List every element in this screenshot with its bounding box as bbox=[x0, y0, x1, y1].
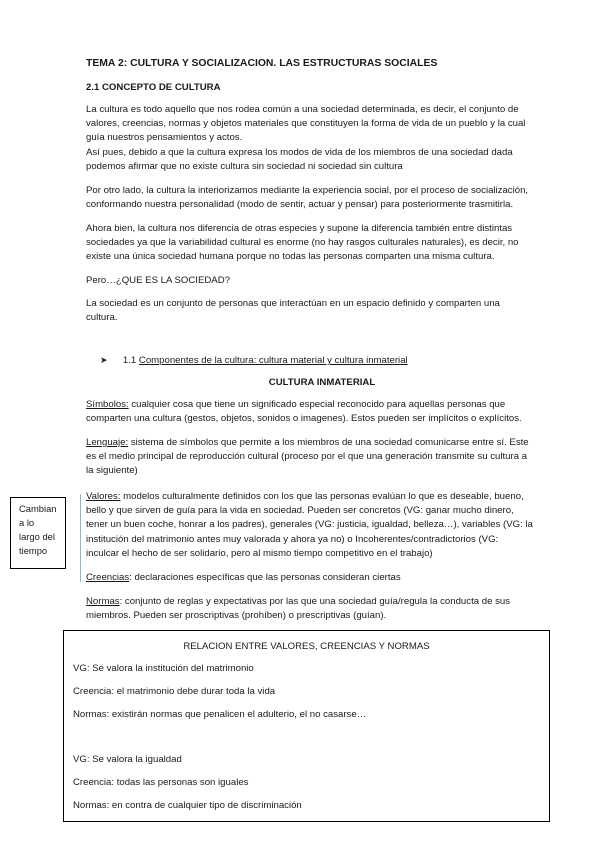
term-simbolos bbox=[86, 398, 558, 426]
text-line: sistema de símbolos que permite a los miembros de una sociedad comunicarse entre sí. Este bbox=[128, 437, 529, 448]
text-line: existe una única sociedad humana porque no todas las personas comparten una misma cultura. bbox=[86, 251, 495, 263]
paragraph-pero: Pero…¿QUE ES LA SOCIEDAD? bbox=[86, 275, 230, 286]
term-label: Normas bbox=[86, 596, 120, 607]
side-note-line: a lo bbox=[19, 517, 35, 528]
subsection-number: 1.1 bbox=[122, 355, 137, 366]
relation-box bbox=[63, 630, 550, 822]
side-note-line: tiempo bbox=[19, 545, 48, 556]
relation-line: Creencia: el matrimonio debe durar toda la vida bbox=[73, 686, 276, 697]
text-line: bello y que sirven de guía para la vida en sociedad. Pueden ser concretos (VG: ganar mucho dinero, bbox=[86, 505, 514, 517]
text-line: miembros. Pueden ser proscriptivas (prohíben) o prescriptivas (guían). bbox=[86, 610, 387, 622]
term-creencias bbox=[86, 571, 558, 585]
subsection-heading bbox=[100, 354, 560, 368]
text-line: valores, creencias, normas y objetos materiales que constituyen la forma de vida de un pueblo y la cual bbox=[86, 118, 526, 130]
section-heading: 2.1 CONCEPTO DE CULTURA bbox=[86, 82, 221, 93]
paragraph-otro-lado bbox=[86, 184, 558, 212]
paragraph-asi-pues bbox=[86, 146, 558, 174]
text-line: Por otro lado, la cultura la interiorizamos mediante la experiencia social, por el proceso de socialización, bbox=[86, 185, 529, 196]
side-note-box bbox=[10, 497, 66, 569]
text-line: : declaraciones específicas que las personas consideran ciertas bbox=[129, 572, 401, 583]
relation-line: Normas: existirán normas que penalicen el adulterio, el no casarse… bbox=[73, 709, 367, 720]
text-line: inculcar el hecho de ser solidario, pero al mismo tiempo competitivo en el trabajo) bbox=[86, 547, 433, 559]
relation-line: VG: Se valora la igualdad bbox=[73, 754, 182, 765]
text-line: : conjunto de reglas y expectativas por las que una sociedad guía/regula la conducta de sus bbox=[119, 596, 510, 607]
bracket-divider bbox=[80, 494, 85, 582]
subsection-title: Componentes de la cultura: cultura material y cultura inmaterial bbox=[138, 355, 408, 366]
relation-line: VG: Se valora la institución del matrimonio bbox=[73, 663, 254, 674]
text-line: modelos culturalmente definidos con los que las personas evalúan lo que es deseable, bueno, bbox=[120, 491, 524, 502]
text-line: cualquier cosa que tiene un significado especial reconocido para aquellas personas que bbox=[128, 399, 506, 410]
inmaterial-heading: CULTURA INMATERIAL bbox=[268, 377, 376, 388]
bullet-arrow-icon: ➤ bbox=[100, 356, 108, 366]
paragraph-ahora-bien bbox=[86, 222, 558, 265]
text-line: la siguiente) bbox=[86, 465, 138, 477]
page-title: TEMA 2: CULTURA Y SOCIALIZACION. LAS ESTRUCTURAS SOCIALES bbox=[86, 58, 438, 69]
relation-line: Creencia: todas las personas son iguales bbox=[73, 777, 249, 788]
term-lenguaje bbox=[86, 436, 558, 479]
paragraph-sociedad bbox=[86, 297, 558, 325]
term-normas bbox=[86, 595, 558, 623]
text-line: guía nuestros pensamientos y actos. bbox=[86, 132, 243, 144]
text-line: podemos afirmar que no existe cultura sin sociedad ni sociedad sin cultura bbox=[86, 161, 403, 173]
text-line: conformando nuestra personalidad (modo de sentir, actuar y pensar) para posteriormente trasmitirla. bbox=[86, 199, 514, 211]
relation-line: Normas: en contra de cualquier tipo de discriminación bbox=[73, 800, 302, 811]
paragraph-cultura bbox=[86, 103, 558, 146]
term-valores bbox=[86, 490, 558, 561]
term-label: Símbolos: bbox=[86, 399, 129, 410]
text-line: cultura. bbox=[86, 312, 118, 324]
text-line: Así pues, debido a que la cultura expresa los modos de vida de los miembros de una sociedad dada bbox=[86, 147, 513, 158]
side-note-line: largo del bbox=[19, 531, 55, 542]
text-line: es el medio principal de reproducción cultural (proceso por el que una generación transmite su cultura a bbox=[86, 451, 528, 463]
text-line: La cultura es todo aquello que nos rodea común a una sociedad determinada, es decir, el conjunto de bbox=[86, 104, 519, 115]
text-line: tener un buen coche, honrar a los padres), generales (VG: justicia, igualdad, belleza…), variables (VG: la bbox=[86, 519, 533, 531]
term-label: Creencias bbox=[86, 572, 130, 583]
text-line: La sociedad es un conjunto de personas que interactúan en un espacio definido y comparten una bbox=[86, 298, 500, 309]
term-label: Lenguaje: bbox=[86, 437, 129, 448]
text-line: comparten una cultura (gestos, objetos, sonidos o imagenes). Estos pueden ser implícitos o explícitos. bbox=[86, 413, 522, 425]
text-line: institución del matrimonio antes muy valorada y ahora ya no) o Incoherentes/contradictorios (VG: bbox=[86, 533, 499, 545]
term-label: Valores: bbox=[86, 491, 121, 502]
text-line: Ahora bien, la cultura nos diferencia de otras especies y supone la diferencia también entre distintas bbox=[86, 223, 513, 234]
relation-box-title: RELACION ENTRE VALORES, CREENCIAS Y NORMAS bbox=[183, 641, 430, 652]
side-note-line: Cambian bbox=[19, 503, 57, 514]
text-line: sociedades ya que la variabilidad cultural es enorme (no hay rasgos culturales naturales), es decir, no bbox=[86, 237, 519, 249]
